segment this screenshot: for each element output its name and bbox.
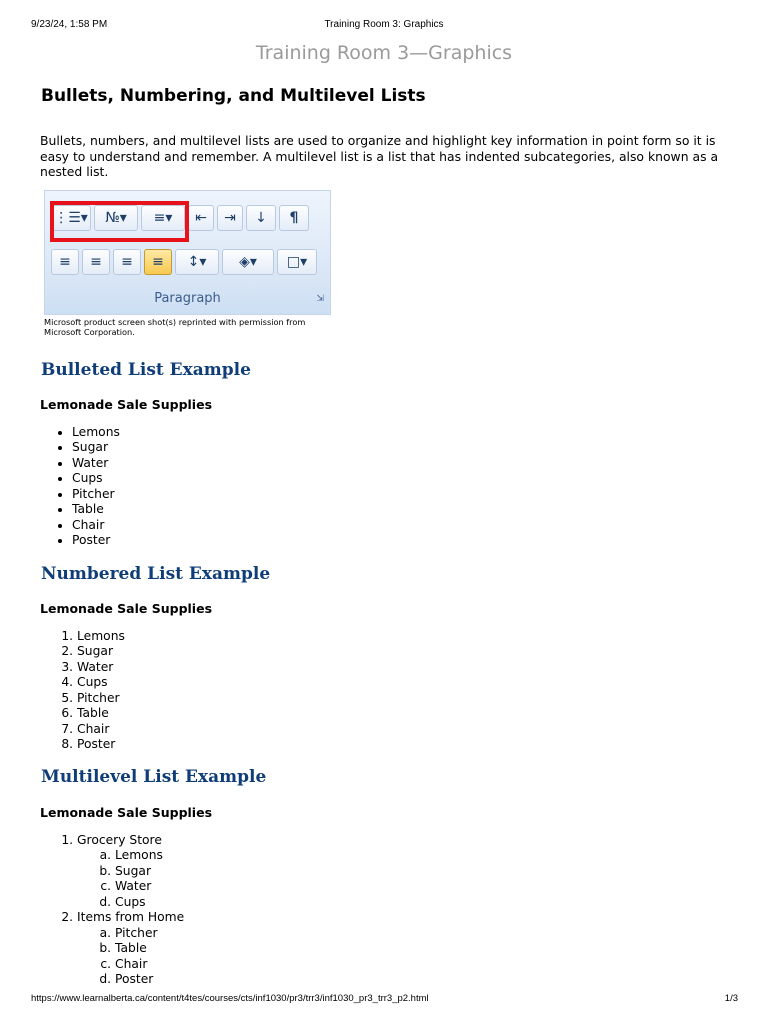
list-item: • Poster <box>72 533 120 548</box>
bullets-icon: ⋮☰▾ <box>51 205 91 231</box>
page-title: Bullets, Numbering, and Multilevel Lists <box>41 86 426 106</box>
sub-list <box>77 848 184 910</box>
align-center-icon: ≡ <box>82 249 110 275</box>
shading-icon: ◈▾ <box>222 249 274 275</box>
paragraph-ribbon-image <box>44 190 331 315</box>
list-item: • Chair <box>72 518 120 533</box>
justify-icon: ≡ <box>144 249 172 275</box>
list-item: 4. Cups <box>77 675 125 690</box>
numbered-list-title: Lemonade Sale Supplies <box>40 601 213 616</box>
print-date: 9/23/24, 1:58 PM <box>31 19 108 30</box>
sort-icon: ↓ <box>246 205 276 231</box>
print-header <box>0 19 768 33</box>
lists-highlight-box <box>50 201 189 242</box>
ribbon-group-label: Paragraph <box>154 291 221 306</box>
list-item: 8. Poster <box>77 737 125 752</box>
main-content <box>40 86 730 180</box>
print-title: Training Room 3: Graphics <box>324 19 444 30</box>
pilcrow-icon: ¶ <box>279 205 309 231</box>
multilevel-list-heading: Multilevel List Example <box>41 767 267 787</box>
list-item: 2. Sugar <box>77 644 125 659</box>
list-item-group <box>77 910 184 987</box>
list-item: 6. Table <box>77 706 125 721</box>
numbered-list-heading: Numbered List Example <box>41 564 271 584</box>
sub-list-item: a. Lemons <box>115 848 184 863</box>
list-item: • Lemons <box>72 425 120 440</box>
sub-list-item: c. Chair <box>115 957 184 972</box>
line-spacing-icon: ↕▾ <box>175 249 219 275</box>
site-title: Training Room 3—Graphics <box>255 42 513 64</box>
sub-list-item: d. Cups <box>115 895 184 910</box>
align-left-icon: ≡ <box>51 249 79 275</box>
dialog-launcher-icon: ⇲ <box>316 294 324 304</box>
ribbon-row-bottom <box>51 249 317 275</box>
page-number: 1/3 <box>724 993 738 1004</box>
list-item: • Cups <box>72 471 120 486</box>
print-footer <box>0 993 768 1007</box>
sub-list-item: b. Sugar <box>115 864 184 879</box>
image-caption: Microsoft product screen shot(s) reprinted with permission from Microsoft Corporation. <box>44 317 306 337</box>
sub-list <box>77 926 184 988</box>
bulleted-list-heading: Bulleted List Example <box>41 360 251 380</box>
sub-list-item: c. Water <box>115 879 184 894</box>
group-label: Grocery Store <box>77 833 162 847</box>
group-label: Items from Home <box>77 910 185 925</box>
multilevel-list-title: Lemonade Sale Supplies <box>40 805 213 820</box>
list-item: • Water <box>72 456 120 471</box>
sub-list-item: a. Pitcher <box>115 926 184 941</box>
list-item: 1. Lemons <box>77 629 125 644</box>
list-item: • Sugar <box>72 440 120 455</box>
list-item: 3. Water <box>77 660 125 675</box>
bulleted-list <box>40 425 120 549</box>
numbering-icon: №▾ <box>94 205 138 231</box>
list-item: 5. Pitcher <box>77 691 125 706</box>
list-item: • Table <box>72 502 120 517</box>
align-right-icon: ≡ <box>113 249 141 275</box>
borders-icon: □▾ <box>277 249 317 275</box>
multilevel-list-icon: ≡▾ <box>141 205 185 231</box>
increase-indent-icon: ⇥ <box>217 205 243 231</box>
sub-list-item: b. Table <box>115 941 184 956</box>
multilevel-list <box>40 833 184 988</box>
list-item: 7. Chair <box>77 722 125 737</box>
page-url: https://www.learnalberta.ca/content/t4tes/courses/cts/inf1030/pr3/trr3/inf1030_pr3_trr3_p2.html <box>31 993 429 1004</box>
intro-paragraph: Bullets, numbers, and multilevel lists are used to organize and highlight key information in point form so it is easy to understand and remember. A multilevel list is a list that has indented subcategories, also known as a nested list. <box>40 133 719 180</box>
bulleted-list-title: Lemonade Sale Supplies <box>40 397 213 412</box>
decrease-indent-icon: ⇤ <box>188 205 214 231</box>
sub-list-item: d. Poster <box>115 972 184 987</box>
numbered-list <box>40 629 125 753</box>
list-item: • Pitcher <box>72 487 120 502</box>
list-item-group <box>77 833 184 910</box>
